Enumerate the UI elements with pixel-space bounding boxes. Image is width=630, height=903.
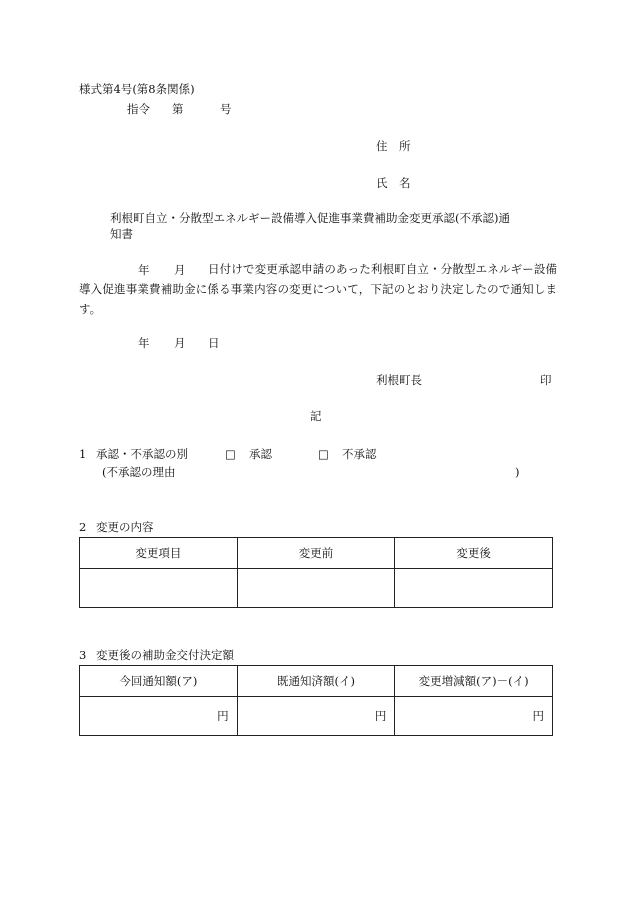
section3-number: 3 — [79, 648, 87, 662]
cell-before-change[interactable] — [237, 569, 395, 608]
document-title-line1: 利根町自立・分散型エネルギー設備導入促進事業費補助金変更承認(不承認)通 — [110, 211, 510, 225]
section2-label: 変更の内容 — [96, 520, 154, 534]
document-title-line2: 知書 — [110, 227, 133, 241]
issue-date-month: 月 — [174, 336, 186, 350]
previous-notice-amount[interactable]: 円 — [237, 697, 395, 736]
issue-date-day: 日 — [208, 336, 220, 350]
reason-open: (不承認の理由 — [102, 465, 176, 479]
approve-checkbox[interactable]: □ — [225, 447, 236, 461]
mayor-title: 利根町長 — [376, 373, 422, 387]
cell-after-change[interactable] — [395, 569, 553, 608]
body-paragraph: 日付けで変更承認申請のあった利根町自立・分散型エネルギー設備導入促進事業費補助金に係る事業内容の変更について，下記のとおり決定したので通知します。 — [79, 262, 557, 316]
section1-number: 1 — [79, 447, 87, 461]
header-change-item: 変更項目 — [80, 538, 238, 569]
cell-change-item[interactable] — [80, 569, 238, 608]
approve-label: 承認 — [249, 447, 272, 461]
section3-label: 変更後の補助金交付決定額 — [96, 648, 234, 662]
section2-number: 2 — [79, 520, 87, 534]
current-notice-amount[interactable]: 円 — [80, 697, 238, 736]
reason-close: ) — [515, 465, 520, 479]
subsidy-amount-table — [79, 665, 553, 736]
issue-date-year: 年 — [138, 336, 150, 350]
name-label: 氏 名 — [376, 176, 411, 190]
disapprove-label: 不承認 — [342, 447, 377, 461]
change-content-table — [79, 537, 553, 608]
header-current-notice: 今回通知額(ア) — [80, 666, 238, 697]
disapprove-checkbox[interactable]: □ — [318, 447, 329, 461]
body-date-year: 年 — [138, 263, 150, 277]
section1-label: 承認・不承認の別 — [96, 447, 188, 461]
directive-dai: 第 — [172, 102, 184, 116]
seal-mark: 印 — [540, 373, 552, 387]
directive-go: 号 — [220, 102, 232, 116]
directive-prefix: 指令 — [127, 102, 150, 116]
header-previous-notice: 既通知済額(イ) — [237, 666, 395, 697]
header-before-change: 変更前 — [237, 538, 395, 569]
form-number: 様式第4号(第8条関係) — [79, 82, 195, 96]
ki-heading: 記 — [310, 409, 322, 423]
body-date-month: 月 — [174, 263, 186, 277]
header-change-amount: 変更増減額(ア)－(イ) — [395, 666, 553, 697]
address-label: 住 所 — [376, 139, 411, 153]
change-amount[interactable]: 円 — [395, 697, 553, 736]
header-after-change: 変更後 — [395, 538, 553, 569]
